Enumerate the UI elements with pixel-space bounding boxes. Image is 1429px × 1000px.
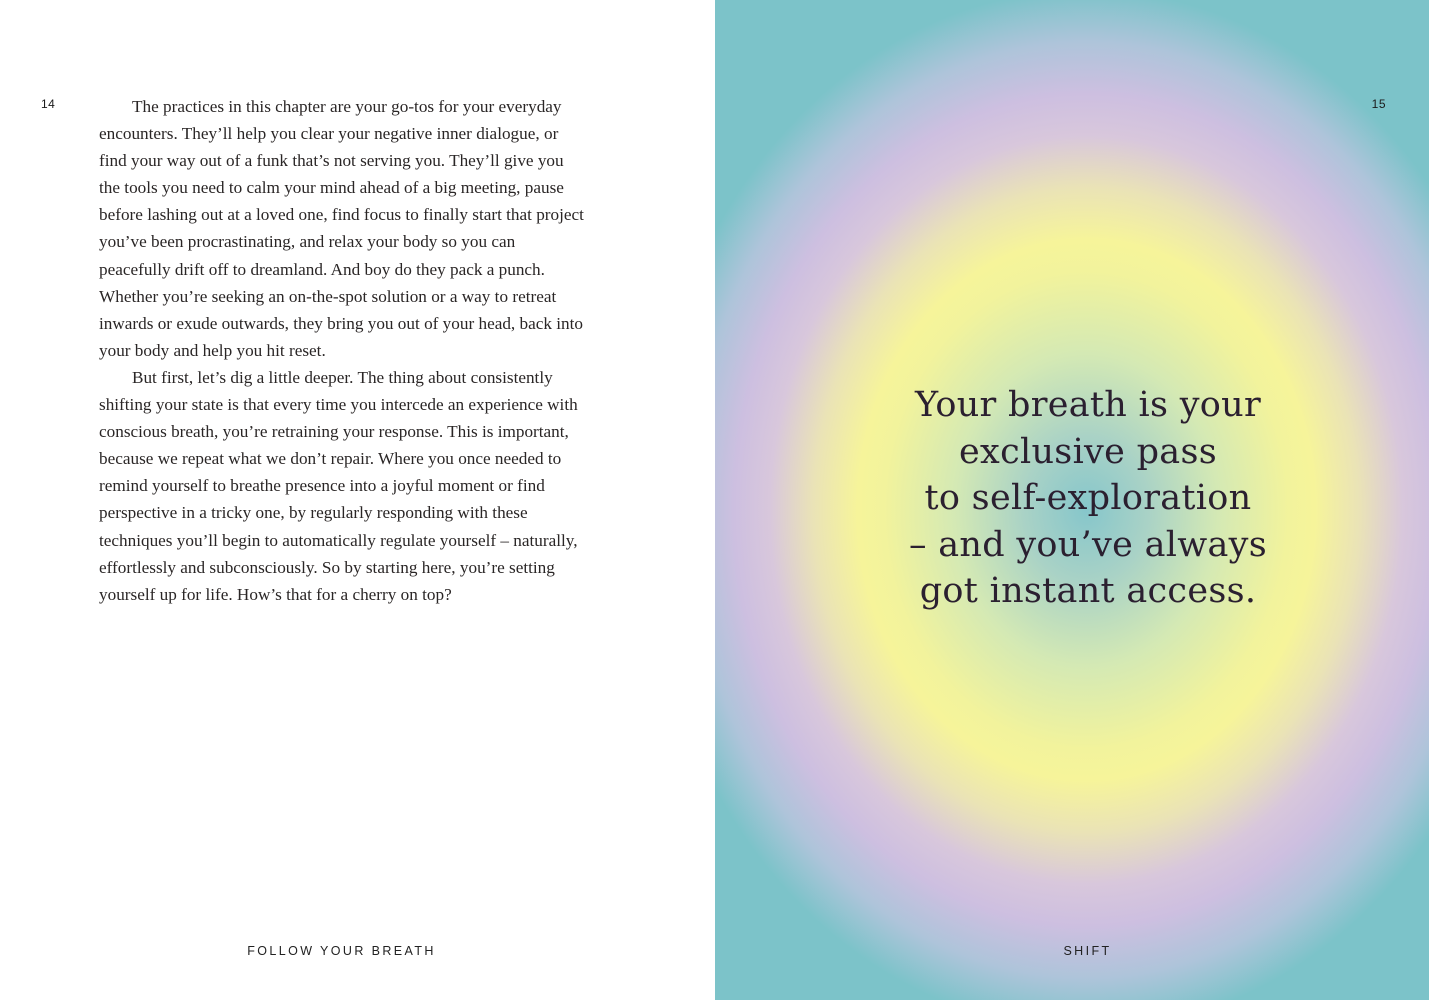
- page-number-right: 15: [1371, 97, 1386, 111]
- body-text: [99, 93, 584, 608]
- paragraph-2: But first, let’s dig a little deeper. The thing about consistently shifting your state is that every time you intercede an experience with conscious breath, you’re retraining your response. This is important, because we repeat what we don’t repair. Where you once needed to remind yourself to breathe presence into a joyful moment or find perspective in a tricky one, by regularly responding with these techniques you’ll begin to automatically regulate yourself – naturally, effortlessly and subconsciously. So by starting here, you’re setting yourself up for life. How’s that for a cherry on top?: [99, 367, 578, 604]
- quote-line: to self-exploration: [924, 478, 1252, 518]
- quote-line: – and you’ve always: [908, 524, 1267, 565]
- pull-quote: [865, 382, 1311, 615]
- page-number-left: 14: [41, 97, 56, 111]
- running-footer-left: FOLLOW YOUR BREATH: [247, 944, 436, 958]
- quote-line: exclusive pass: [959, 431, 1217, 472]
- paragraph-1: The practices in this chapter are your go-tos for your everyday encounters. They’ll help you clear your negative inner dialogue, or find your way out of a funk that’s not serving you. They’ll give you the tools you need to calm your mind ahead of a big meeting, pause before lashing out at a loved one, find focus to finally start that project you’ve been procrastinating, and relax your body so you can peacefully drift off to dreamland. And boy do they pack a punch. Whether you’re seeking an on-the-spot solution or a way to retreat inwards or exude outwards, they bring you out of your head, back into your body and help you hit reset.: [99, 97, 584, 360]
- quote-line: got instant access.: [919, 571, 1257, 611]
- quote-line: Your breath is your: [914, 385, 1262, 425]
- right-page: [715, 0, 1429, 1000]
- running-footer-right: SHIFT: [1063, 944, 1112, 958]
